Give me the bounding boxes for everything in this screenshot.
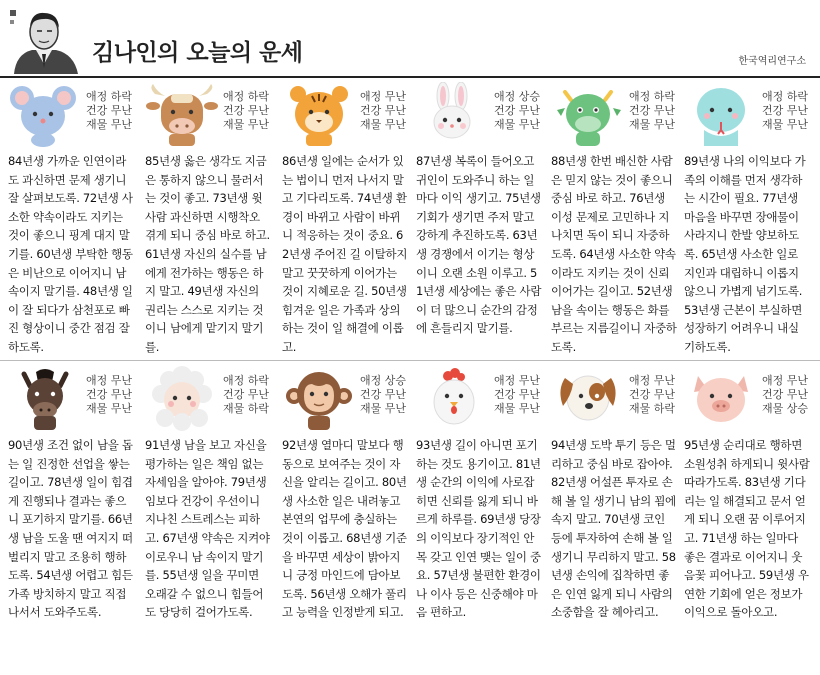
love-luck: 애정 하락 xyxy=(85,90,132,103)
health-luck: 건강 무난 xyxy=(85,388,132,401)
fortune-text: 87년생 복록이 들어오고 귀인이 도와주니 하는 일마다 이익 생기고. 75년생 기회가 생기면 주저 말고 강하게 추진하도록. 63년생 경쟁에서 이기는 형상이니 오랜 소원 이루고. 51년생 세상에는 좋은 사람이 더 많으니 순간의 감정에 흔들리지 말기를. xyxy=(416,154,542,336)
health-luck: 건강 무난 xyxy=(761,104,808,117)
love-luck: 애정 하락 xyxy=(761,90,808,103)
header xyxy=(0,0,820,78)
wealth-luck: 재물 무난 xyxy=(493,118,540,131)
luck-summary xyxy=(199,374,269,416)
luck-summary xyxy=(605,374,675,416)
health-luck: 건강 무난 xyxy=(359,388,406,401)
love-luck: 애정 하락 xyxy=(222,90,269,103)
fortune-text: 95년생 순리대로 행하면 소원성취 하게되니 윗사람 따라가도록. 83년생 기다리는 일 해결되고 문서 얻게 되니 오랜 꿈 이루어지고. 71년생 하는 일마다 좋은 결과로 이어지니 웃음꽃 피어나고. 59년생 우연한 기회에 얻은 정보가 이익으로 돌아오고. xyxy=(684,438,810,620)
health-luck: 건강 무난 xyxy=(493,388,540,401)
luck-summary xyxy=(62,374,132,416)
fortune-text: 91년생 남을 보고 자신을 평가하는 일은 책임 없는 자세임을 알아야. 79년생 임보다 건강이 우선이니 지나친 스트레스는 피하고. 67년생 약속은 지켜야 이로우니 남 속이지 말기를. 55년생 일을 꾸미면 오래갈 수 없으니 힘들어도 당당히 걸어가도록. xyxy=(145,438,270,620)
source-credit: 한국역리연구소 xyxy=(738,56,806,67)
fortune-text: 90년생 조건 없이 남을 돕는 일 진정한 선업을 쌓는 길이고. 78년생 일이 힘겹게 진행되나 결과는 좋으니 포기하지 말기를. 66년생 남을 도울 땐 여지지 떠벌리지 말고 조용히 행하도록. 54년생 어렵고 힘든 가족 방치하지 말고 직접 나서서 도와주도록. xyxy=(8,438,133,620)
fortune-text: 85년생 옳은 생각도 지금은 통하지 않으니 물러서는 것이 좋고. 73년생 윗사람 과신하면 시행착오 겪게 되니 중심 바로 하고. 61년생 자신의 실수를 남에게 전가하는 행동은 하지 말고. 49년생 자신의 권리는 스스로 지키는 것이니 남에게 맡기지 말기를. xyxy=(145,154,270,354)
wealth-luck: 재물 무난 xyxy=(628,118,675,131)
wealth-luck: 재물 무난 xyxy=(85,118,132,131)
love-luck: 애정 상승 xyxy=(493,90,540,103)
love-luck: 애정 무난 xyxy=(85,374,132,387)
wealth-luck: 재물 무난 xyxy=(493,402,540,415)
love-luck: 애정 무난 xyxy=(761,374,808,387)
health-luck: 건강 무난 xyxy=(85,104,132,117)
luck-summary xyxy=(336,90,406,132)
wealth-luck: 재물 무난 xyxy=(359,118,406,131)
header-divider xyxy=(0,76,820,78)
wealth-luck: 재물 하락 xyxy=(628,402,675,415)
fortune-text: 92년생 열마디 말보다 행동으로 보여주는 것이 자신을 알리는 길이고. 80년생 사소한 일은 내려놓고 본연의 업무에 충실하는 것이 이롭고. 68년생 기준을 바꾸면 세상이 밝아지니 긍정 마인드에 담아보도록. 56년생 오해가 풀리고 능력을 인정받게 되고. xyxy=(282,438,407,620)
luck-summary xyxy=(62,90,132,132)
wealth-luck: 재물 상승 xyxy=(761,402,808,415)
love-luck: 애정 상승 xyxy=(359,374,406,387)
luck-summary xyxy=(336,374,406,416)
health-luck: 건강 무난 xyxy=(222,388,269,401)
wealth-luck: 재물 무난 xyxy=(85,402,132,415)
luck-summary xyxy=(470,374,540,416)
luck-summary xyxy=(738,374,808,416)
fortune-text: 89년생 나의 이익보다 가족의 이해를 먼저 생각하는 시간이 필요. 77년생 마음을 바꾸면 장애물이 사라지니 한발 양보하도록. 65년생 사소한 일로 지인과 대립하니 이롭지 않으니 가볍게 넘기도록. 53년생 근본이 부실하면 성장하기 어려우니 내실 기하도록. xyxy=(684,154,806,354)
author-portrait xyxy=(6,4,84,74)
love-luck: 애정 무난 xyxy=(628,374,675,387)
wealth-luck: 재물 무난 xyxy=(222,118,269,131)
health-luck: 건강 무난 xyxy=(222,104,269,117)
fortune-text: 86년생 일에는 순서가 있는 법이니 먼저 나서지 말고 기다리도록. 74년생 환경이 바뀌고 사람이 바뀌니 적응하는 것이 중요. 62년생 주어진 길 이탈하지 말고 꿋꿋하게 이어가는 것이 지혜로운 길. 50년생 힘겨운 일은 가족과 상의하는 것이 일 해결에 이롭고. xyxy=(282,154,408,354)
wealth-luck: 재물 무난 xyxy=(761,118,808,131)
health-luck: 건강 무난 xyxy=(628,104,675,117)
luck-summary xyxy=(199,90,269,132)
health-luck: 건강 무난 xyxy=(493,104,540,117)
fortune-text: 88년생 한번 배신한 사람은 믿지 않는 것이 좋으니 중심 바로 하고. 76년생 이성 문제로 고민하나 지나치면 독이 되니 자중하도록. 64년생 사소한 약속이라도 지키는 것이 신뢰 이어가는 길이고. 52년생 남을 속이는 행동은 화를 부르는 지름길이니 자중하도록. xyxy=(551,154,677,354)
fortune-text: 84년생 가까운 인연이라도 과신하면 문제 생기니 잘 살펴보도록. 72년생 사소한 약속이라도 지키는 것이 좋으니 핑계 대지 말기를. 60년생 부탁한 행동은 비난으로 이어지니 남 속이지 말기를. 48년생 일이 잘 되다가 삼천포로 빠진 형상이니 중간 점검 잘하도록. xyxy=(8,154,133,354)
fortune-text: 93년생 길이 아니면 포기하는 것도 용기이고. 81년생 순간의 이익에 사로잡히면 신뢰를 잃게 되니 바르게 하루를. 69년생 당장의 이익보다 장기적인 안목 갖고 인연 맺는 일이 중요. 57년생 불편한 환경이나 이사 등은 신중해야 마음 편하고. xyxy=(416,438,541,620)
love-luck: 애정 하락 xyxy=(222,374,269,387)
row-divider xyxy=(0,360,820,361)
wealth-luck: 재물 하락 xyxy=(222,402,269,415)
luck-summary xyxy=(738,90,808,132)
luck-summary xyxy=(470,90,540,132)
page-title: 김나인의 오늘의 운세 xyxy=(92,40,303,66)
love-luck: 애정 무난 xyxy=(493,374,540,387)
health-luck: 건강 무난 xyxy=(359,104,406,117)
wealth-luck: 재물 무난 xyxy=(359,402,406,415)
love-luck: 애정 하락 xyxy=(628,90,675,103)
health-luck: 건강 무난 xyxy=(761,388,808,401)
love-luck: 애정 무난 xyxy=(359,90,406,103)
health-luck: 건강 무난 xyxy=(628,388,675,401)
fortune-text: 94년생 도박 투기 등은 멀리하고 중심 바로 잡아야. 82년생 어설픈 투자로 손해 볼 일 생기니 남의 꾐에 속지 말고. 70년생 코인 등에 투자하여 손해 볼 일 생기니 무리하지 말고. 58년생 손익에 집착하면 좋은 인연 잃게 되니 사람의 소중함을 잘 헤아리고. xyxy=(551,438,676,620)
luck-summary xyxy=(605,90,675,132)
